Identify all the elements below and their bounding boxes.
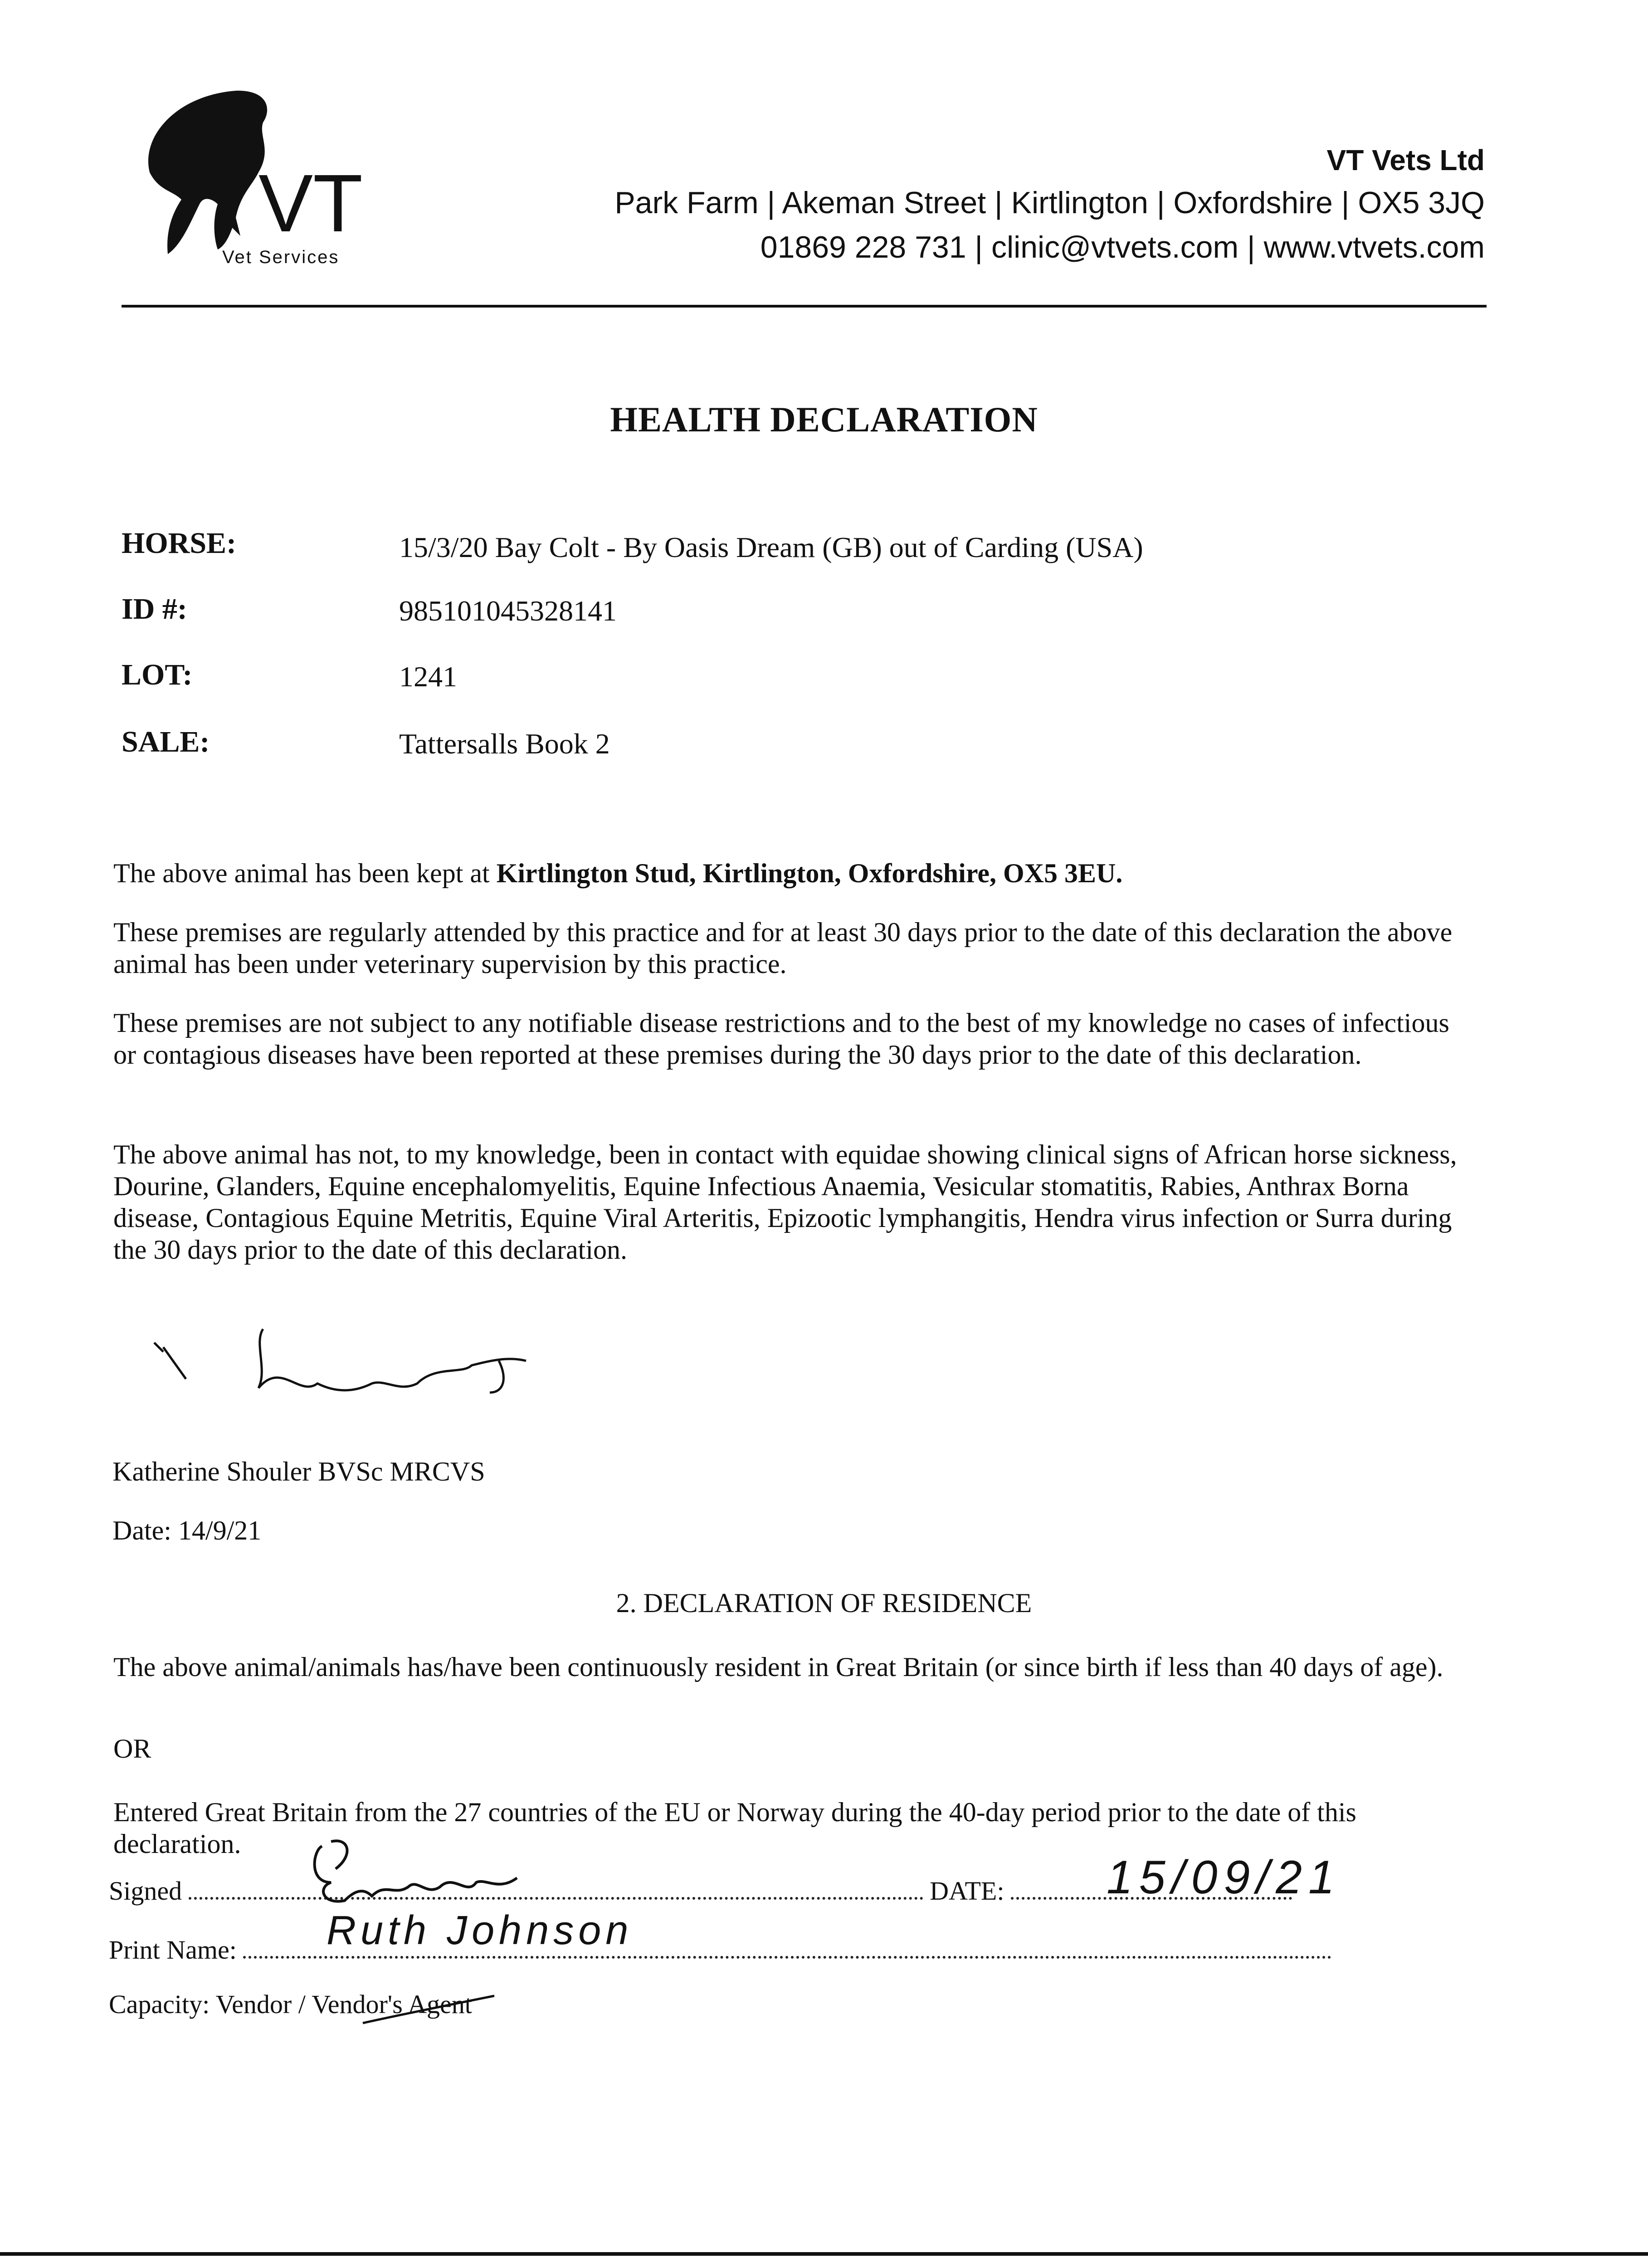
print-name-value: Ruth Johnson — [327, 1908, 633, 1953]
capacity-text: Capacity: Vendor / Vendor's Agent — [109, 1989, 472, 2019]
residence-paragraph: The above animal/animals has/have been continuously resident in Great Britain (or since birth if less than 40 days of age). — [113, 1652, 1443, 1682]
kept-at-paragraph — [113, 857, 1474, 889]
print-name-row — [109, 1935, 1331, 1965]
print-name-label: Print Name: — [109, 1935, 237, 1965]
contact-paragraph: The above animal has not, to my knowledge, been in contact with equidae showing clinical signs of African horse sickness, Dourine, Glanders, Equine encephalomyelitis, Equine Infectious Anaemia, Vesicular stomatitis, Rabies, Anthrax Borna disease, Contagious Equine Metritis, Equine Viral Arteritis, Epizootic lymphangitis, Hendra virus infection or Surra during the 30 days prior to the date of this declaration. — [113, 1139, 1457, 1265]
or-text: OR — [113, 1734, 151, 1764]
restrictions-paragraph: These premises are not subject to any notifiable disease restrictions and to the best of my knowledge no cases of infectious or contagious diseases have been reported at these premises during the 30 days prior to the date of this declaration. — [113, 1008, 1449, 1070]
supervision-paragraph: These premises are regularly attended by this practice and for at least 30 days prior to the date of this declaration the above animal has been under veterinary supervision by this practice. — [113, 917, 1453, 979]
vt-vet-services-logo — [122, 82, 376, 272]
bottom-divider — [0, 2252, 1648, 2256]
section2-title: 2. DECLARATION OF RESIDENCE — [616, 1588, 1032, 1618]
id-value: 985101045328141 — [399, 595, 617, 627]
signed-label: Signed — [109, 1876, 182, 1906]
kept-at-prefix: The above animal has been kept at — [113, 858, 497, 888]
document-title: HEALTH DECLARATION — [610, 400, 1038, 439]
header-divider — [122, 305, 1487, 308]
vet-date: Date: 14/9/21 — [112, 1515, 262, 1545]
kept-at-location: Kirtlington Stud, Kirtlington, Oxfordshire, OX5 3EU. — [496, 858, 1123, 888]
company-address: Park Farm | Akeman Street | Kirtlington | Oxfordshire | OX5 3JQ — [614, 186, 1485, 220]
vet-name: Katherine Shouler BVSc MRCVS — [112, 1457, 485, 1486]
horse-label: HORSE: — [122, 527, 237, 560]
lot-label: LOT: — [122, 658, 193, 691]
date-label: DATE: — [930, 1876, 1004, 1906]
strikethrough-mark — [358, 1991, 499, 2028]
entered-paragraph: Entered Great Britain from the 27 countries of the EU or Norway during the 40-day period prior to the date of this declaration. — [113, 1797, 1356, 1859]
company-name: VT Vets Ltd — [1326, 144, 1485, 176]
vendor-date-value: 15/09/21 — [1107, 1851, 1341, 1904]
signed-line — [189, 1881, 923, 1900]
company-contact: 01869 228 731 | clinic@vtvets.com | www.vtvets.com — [760, 230, 1485, 264]
horse-value: 15/3/20 Bay Colt - By Oasis Dream (GB) out of Carding (USA) — [399, 531, 1143, 563]
sale-label: SALE: — [122, 725, 210, 758]
vendor-signature — [304, 1833, 540, 1910]
id-label: ID #: — [122, 592, 187, 626]
horse-head-logo-icon — [122, 82, 376, 272]
sale-value: Tattersalls Book 2 — [399, 728, 610, 760]
logo-text: VT — [258, 158, 363, 249]
lot-value: 1241 — [399, 660, 457, 693]
logo-subtext: Vet Services — [222, 247, 340, 267]
vet-signature — [145, 1315, 544, 1433]
